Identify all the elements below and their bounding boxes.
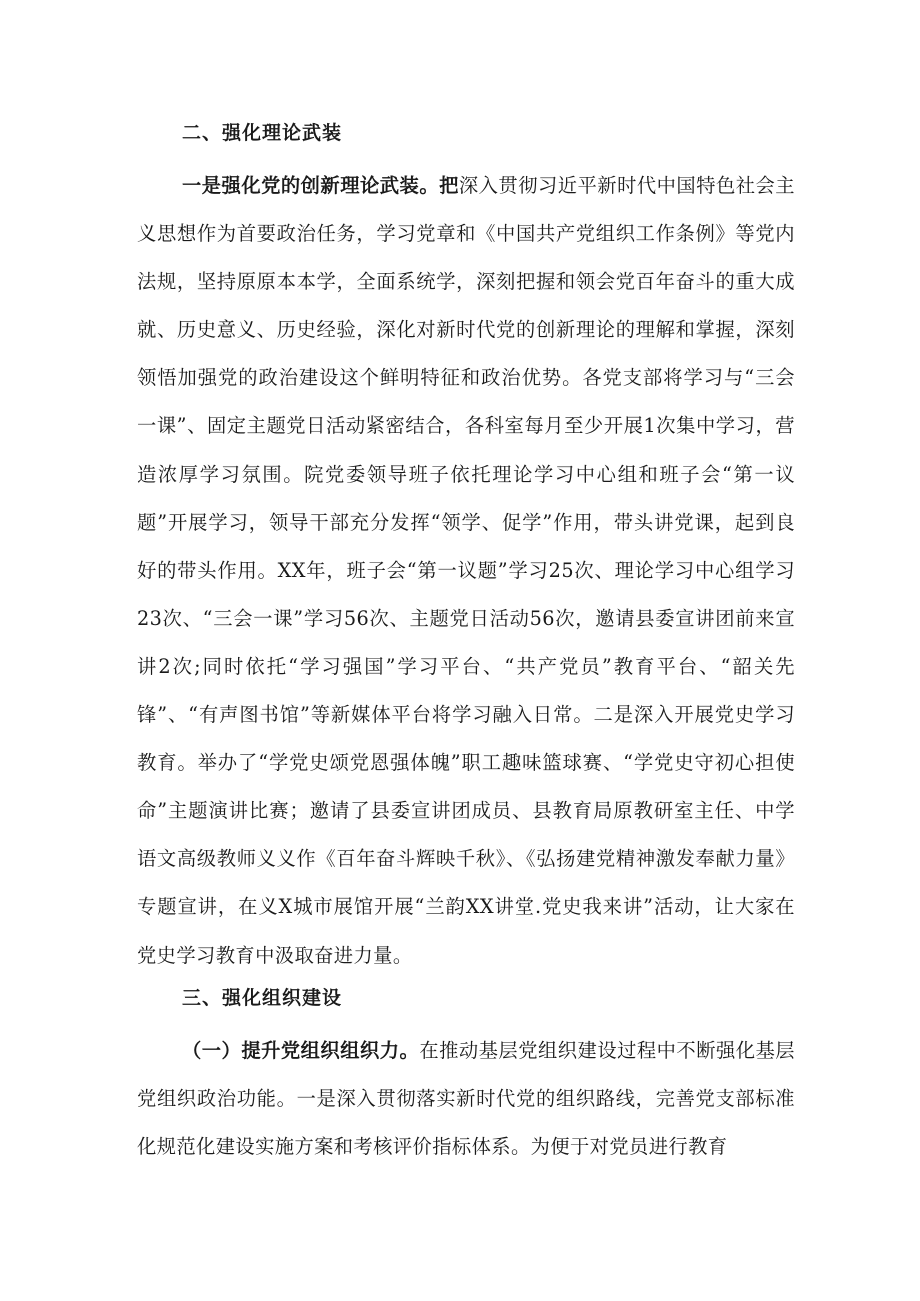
- paragraph-body: 深入贯彻习近平新时代中国特色社会主义思想作为首要政治任务，学习党章和《中国共产党组织工作条例》等党内法规，坚持原原本本学，全面系统学，深刻把握和领会党百年奋斗的重大成就、历史意义、历史经验，深化对新时代党的创新理论的理解和掌握，深刻领悟加强党的政治建设这个鲜明特征和政治优势。各党支部将学习与“三会一课”、固定主题党日活动紧密结合，各科室每月至少开展1次集中学习，营造浓厚学习氛围。院党委领导班子依托理论学习中心组和班子会“第一议题”开展学习，领导干部充分发挥“领学、促学”作用，带头讲党课，起到良好的带头作用。XX年，班子会“第一议题”学习25次、理论学习中心组学习23次、“三会一课”学习56次、主题党日活动56次，邀请县委宣讲团前来宣讲2次;同时依托“学习强国”学习平台、“共产党员”教育平台、“韶关先锋”、“有声图书馆”等新媒体平台将学习融入日常。二是深入开展党史学习教育。举办了“学党史颂党恩强体魄”职工趣味篮球赛、“学党史守初心担使命”主题演讲比赛；邀请了县委宣讲团成员、县教育局原教研室主任、中学语文高级教师义义作《百年奋斗辉映千秋》、《弘扬建党精神激发奉献力量》专题宣讲，在义X城市展馆开展“兰韵XX讲堂.党史我来讲”活动，让大家在党史学习教育中汲取奋进力量。: [137, 174, 795, 967]
- section-heading-2: 二、强化理论武装: [182, 122, 343, 144]
- paragraph-lead: （一）提升党组织组织力。: [182, 1039, 420, 1062]
- section-heading-3: 三、强化组织建设: [182, 987, 343, 1009]
- section-paragraph-2: [137, 162, 795, 980]
- paragraph-lead: 一是强化党的创新理论武装。把: [182, 174, 459, 197]
- section-paragraph-3: [137, 1027, 795, 1171]
- paragraph-body: 在推动基层党组织建设过程中不断强化基层党组织政治功能。一是深入贯彻落实新时代党的组织路线，完善党支部标准化规范化建设实施方案和考核评价指标体系。为便于对党员进行教育: [137, 1039, 795, 1159]
